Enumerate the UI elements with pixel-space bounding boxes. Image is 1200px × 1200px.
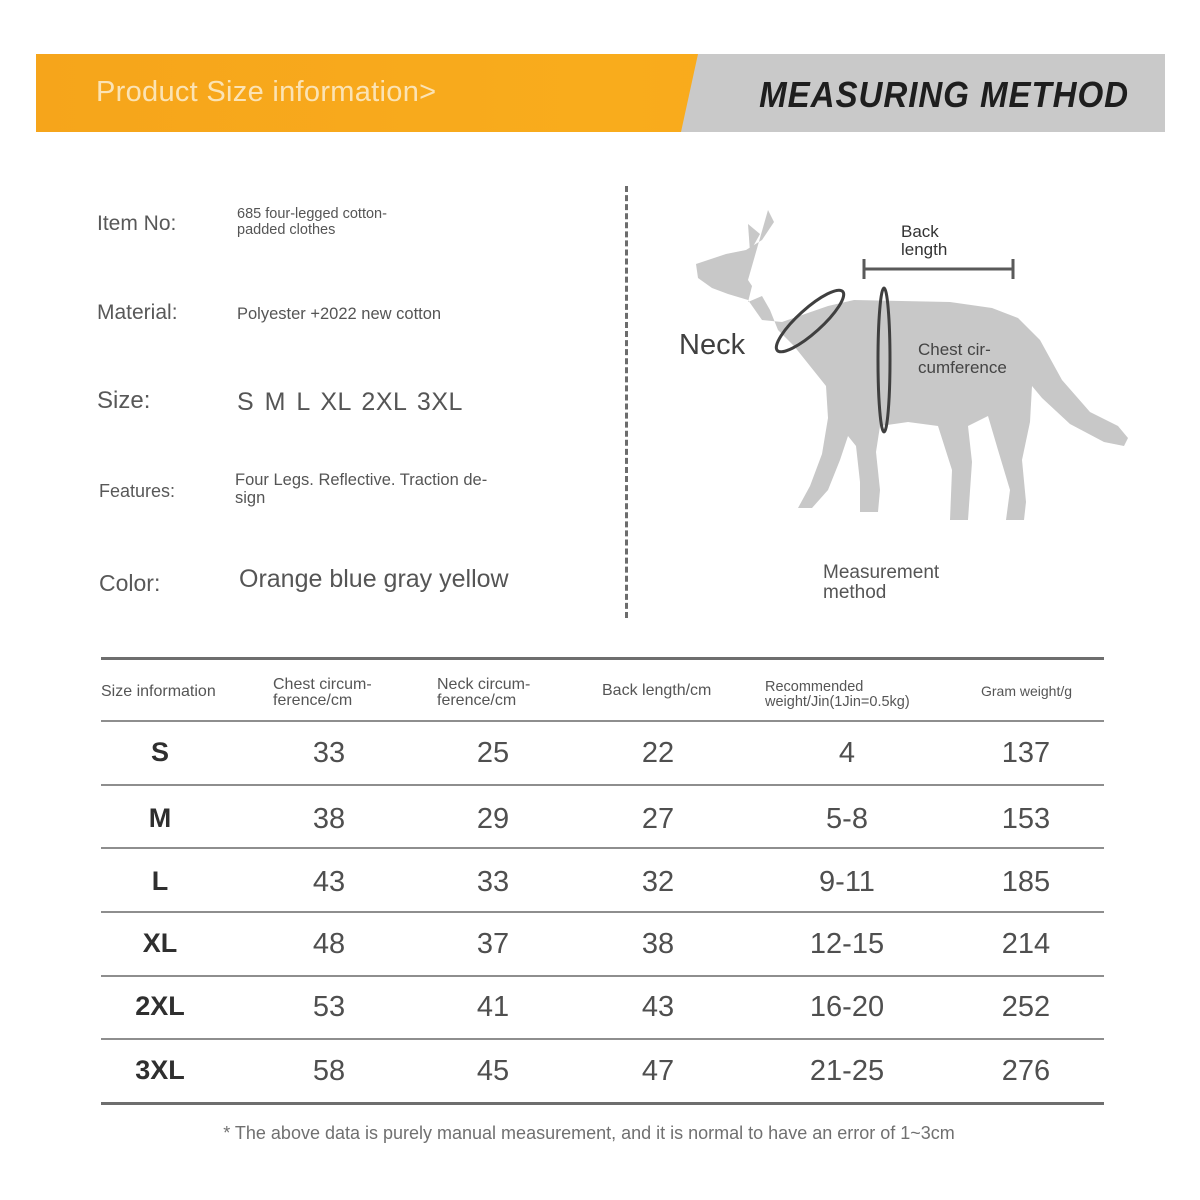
item-no-label: Item No: [97,212,177,235]
row-rule [101,1038,1104,1040]
header-rule [101,720,1104,722]
header-banner [36,54,1165,132]
row-rule [101,847,1104,849]
table-top-rule [101,657,1104,660]
measurement-method-caption: Measurement method [823,562,940,603]
dashed-divider [625,186,628,618]
row-rule [101,975,1104,977]
header-back: Back length/cm [602,682,712,699]
neck-label: Neck [679,329,746,361]
header-weight: Recommended weight/Jin(1Jin=0.5kg) [765,679,910,710]
color-value: Orange blue gray yellow [239,565,509,593]
features-value: Four Legs. Reflective. Traction de- sign [235,471,488,508]
header-neck: Neck circum- ference/cm [437,676,531,709]
item-no-value: 685 four-legged cotton- padded clothes [237,206,387,238]
size-label: Size: [97,387,151,414]
back-length-label: Back length [901,222,948,259]
header-gram: Gram weight/g [981,683,1073,699]
features-label: Features: [99,481,176,501]
product-size-title: Product Size information> [96,76,437,108]
table-bottom-rule [101,1102,1104,1105]
size-value: S M L XL 2XL 3XL [237,388,463,416]
measuring-method-title: MEASURING METHOD [759,74,1129,115]
dog-silhouette-icon [650,190,1150,550]
material-value: Polyester +2022 new cotton [237,305,442,323]
material-label: Material: [97,301,178,324]
chest-circumference-label: Chest cir- cumference [918,340,1007,377]
row-rule [101,911,1104,913]
row-rule [101,784,1104,786]
header-chest: Chest circum- ference/cm [273,676,372,709]
measurement-note: * The above data is purely manual measurement, and it is normal to have an error of 1~3cm [223,1123,955,1143]
color-label: Color: [99,570,161,596]
header-size: Size information [101,683,216,700]
